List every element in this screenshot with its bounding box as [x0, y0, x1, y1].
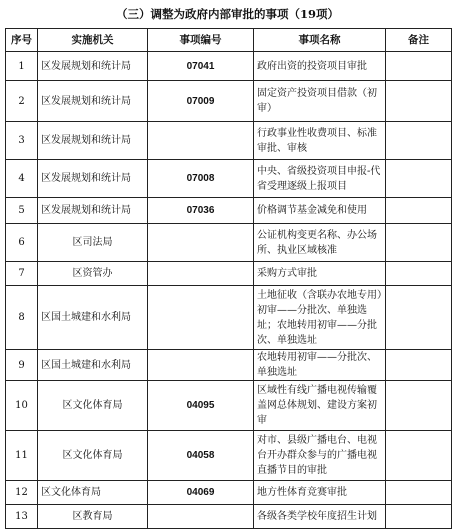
row-no: 13 — [6, 505, 38, 529]
row-name: 价格调节基金减免和使用 — [254, 198, 386, 224]
table-row — [6, 381, 452, 431]
table-row — [6, 262, 452, 286]
row-name: 土地征收（含联办农地专用）初审——分批次、单独选址；农地转用初审——分批次、单独选址 — [254, 286, 386, 350]
table-row — [6, 198, 452, 224]
row-note — [386, 481, 452, 505]
row-code — [148, 286, 254, 350]
page-title: （三）调整为政府内部审批的事项（19项） — [115, 7, 339, 21]
row-agency: 区发展规划和统计局 — [38, 198, 148, 224]
row-note — [386, 431, 452, 481]
row-no: 2 — [6, 81, 38, 122]
row-name: 地方性体育竞赛审批 — [254, 481, 386, 505]
table-row — [6, 160, 452, 198]
row-no: 10 — [6, 381, 38, 431]
row-no: 9 — [6, 350, 38, 381]
row-code — [148, 350, 254, 381]
row-code: 04058 — [148, 431, 254, 481]
row-code: 07036 — [148, 198, 254, 224]
table-header-row — [6, 29, 452, 52]
row-code: 07009 — [148, 81, 254, 122]
row-name: 固定资产投资项目借款（初审） — [254, 81, 386, 122]
row-code — [148, 122, 254, 160]
row-note — [386, 81, 452, 122]
row-agency: 区司法局 — [38, 224, 148, 262]
row-agency: 区教育局 — [38, 505, 148, 529]
row-name: 公证机构变更名称、办公场所、执业区域核准 — [254, 224, 386, 262]
row-agency: 区发展规划和统计局 — [38, 160, 148, 198]
row-agency: 区发展规划和统计局 — [38, 52, 148, 81]
row-no: 8 — [6, 286, 38, 350]
approval-items-table — [5, 28, 452, 529]
row-note — [386, 52, 452, 81]
row-agency: 区发展规划和统计局 — [38, 122, 148, 160]
table-row — [6, 350, 452, 381]
row-name: 区域性有线广播电视传输覆盖网总体规划、建设方案初审 — [254, 381, 386, 431]
row-code — [148, 224, 254, 262]
row-note — [386, 505, 452, 529]
table-row — [6, 481, 452, 505]
row-agency: 区发展规划和统计局 — [38, 81, 148, 122]
row-code: 07041 — [148, 52, 254, 81]
row-note — [386, 160, 452, 198]
row-no: 1 — [6, 52, 38, 81]
header-agency: 实施机关 — [38, 29, 148, 52]
header-name: 事项名称 — [254, 29, 386, 52]
row-name: 政府出资的投资项目审批 — [254, 52, 386, 81]
row-name: 各级各类学校年度招生计划 — [254, 505, 386, 529]
row-name: 采购方式审批 — [254, 262, 386, 286]
row-note — [386, 262, 452, 286]
table-row — [6, 505, 452, 529]
table-row — [6, 122, 452, 160]
header-code: 事项编号 — [148, 29, 254, 52]
table-row — [6, 431, 452, 481]
row-name: 行政事业性收费项目、标准审批、审核 — [254, 122, 386, 160]
row-code: 04069 — [148, 481, 254, 505]
row-no: 3 — [6, 122, 38, 160]
header-note: 备注 — [386, 29, 452, 52]
row-agency: 区文化体育局 — [38, 381, 148, 431]
row-agency: 区资管办 — [38, 262, 148, 286]
row-no: 7 — [6, 262, 38, 286]
row-note — [386, 122, 452, 160]
row-name: 中央、省级投资项目申报-代省受理逐级上报项目 — [254, 160, 386, 198]
row-note — [386, 198, 452, 224]
row-no: 4 — [6, 160, 38, 198]
row-code — [148, 262, 254, 286]
row-agency: 区文化体育局 — [38, 431, 148, 481]
row-agency: 区文化体育局 — [38, 481, 148, 505]
row-no: 11 — [6, 431, 38, 481]
table-row — [6, 224, 452, 262]
header-no: 序号 — [6, 29, 38, 52]
row-name: 农地转用初审——分批次、单独选址 — [254, 350, 386, 381]
row-agency: 区国土城建和水利局 — [38, 350, 148, 381]
row-name: 对市、县级广播电台、电视台开办群众参与的广播电视直播节目的审批 — [254, 431, 386, 481]
row-no: 5 — [6, 198, 38, 224]
row-note — [386, 381, 452, 431]
row-agency: 区国土城建和水利局 — [38, 286, 148, 350]
row-code: 04095 — [148, 381, 254, 431]
table-row — [6, 52, 452, 81]
row-note — [386, 286, 452, 350]
row-code: 07008 — [148, 160, 254, 198]
row-no: 12 — [6, 481, 38, 505]
row-note — [386, 224, 452, 262]
table-row — [6, 286, 452, 350]
table-row — [6, 81, 452, 122]
row-no: 6 — [6, 224, 38, 262]
row-note — [386, 350, 452, 381]
row-code — [148, 505, 254, 529]
